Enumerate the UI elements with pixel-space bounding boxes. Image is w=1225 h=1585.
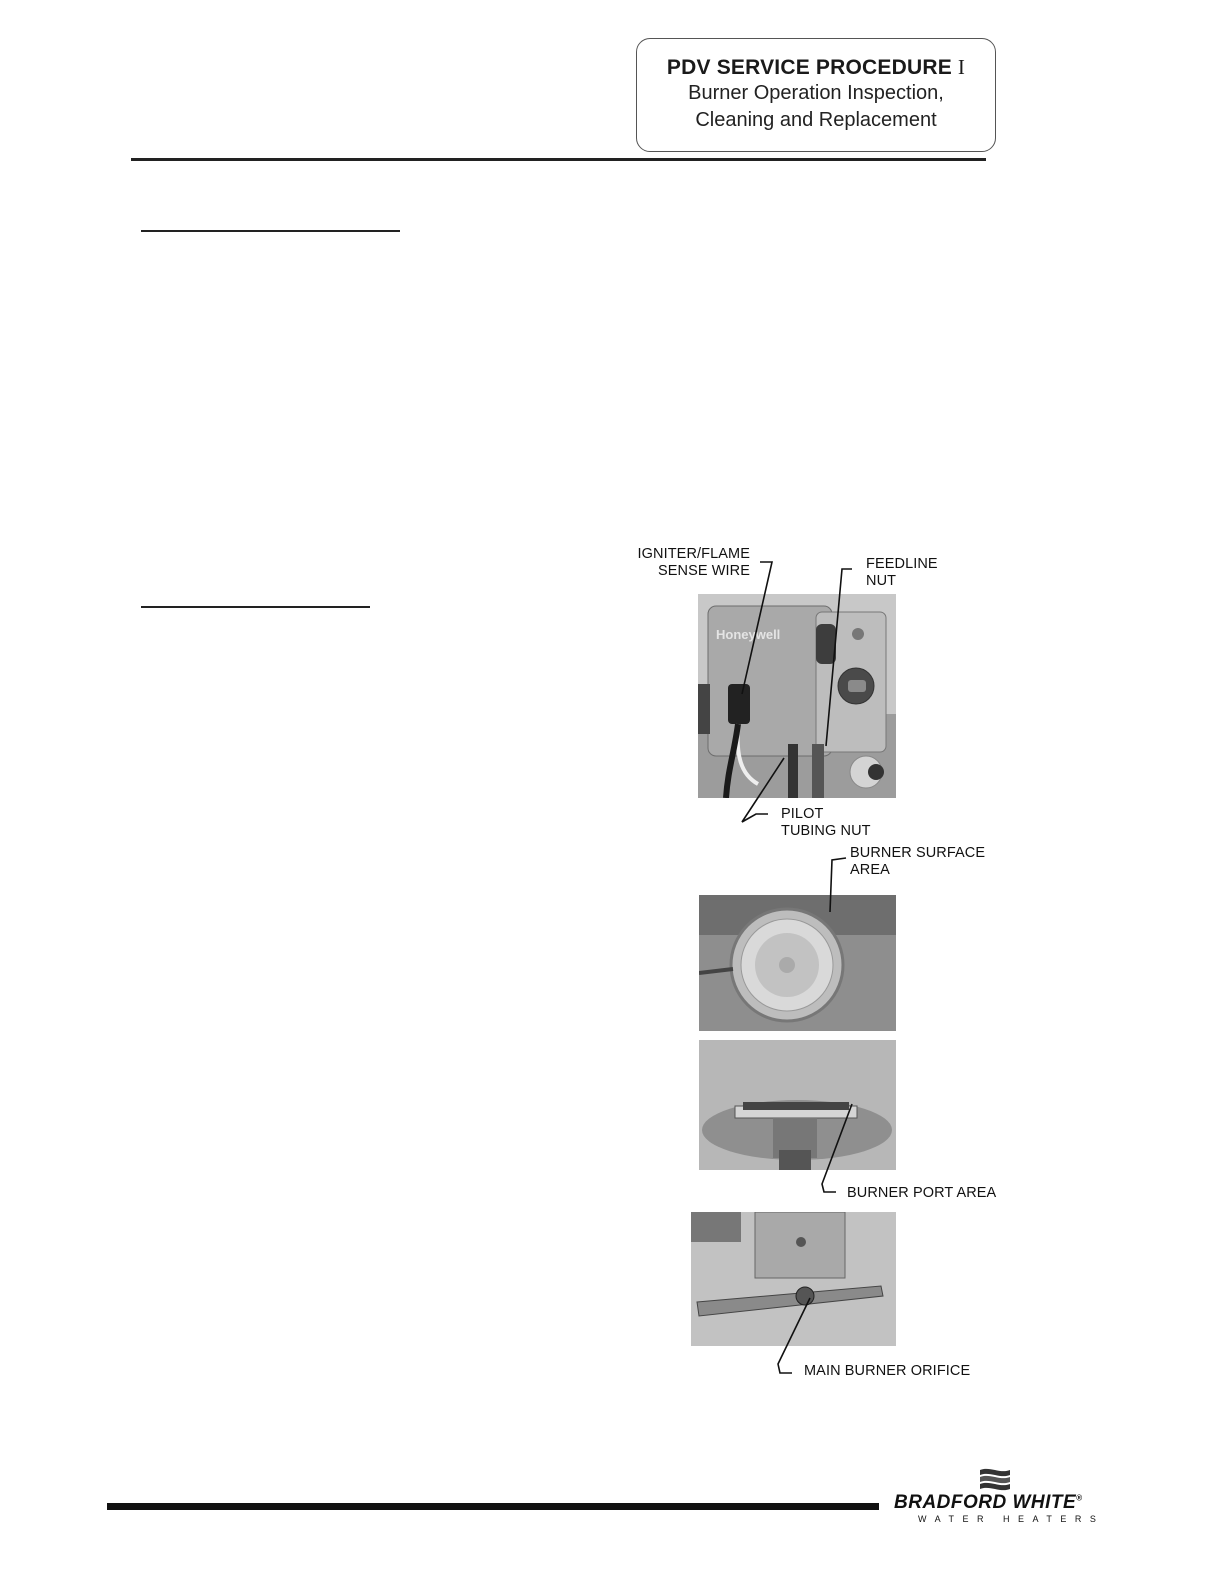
burner-surface-label bbox=[850, 845, 985, 879]
brand-tagline: WATER HEATERS bbox=[918, 1514, 1105, 1524]
pilot-tubing-label bbox=[781, 806, 871, 840]
burner-surface-label-line-1: BURNER SURFACE bbox=[850, 845, 986, 861]
igniter-label bbox=[632, 546, 750, 580]
feedline-label-line-1: FEEDLINE bbox=[866, 556, 938, 572]
footer-rule bbox=[107, 1503, 879, 1510]
brand-name bbox=[894, 1492, 1083, 1514]
feedline-label-line-2: NUT bbox=[866, 573, 897, 589]
igniter-label-line-2: SENSE WIRE bbox=[657, 563, 750, 579]
pilot-label-line-2: TUBING NUT bbox=[781, 823, 871, 839]
pilot-label-line-1: PILOT bbox=[781, 806, 824, 822]
section-numeral: I bbox=[957, 55, 966, 79]
registered-mark: ® bbox=[1076, 1493, 1083, 1503]
subtitle-line-2: Cleaning and Replacement bbox=[695, 109, 937, 131]
title-text: PDV SERVICE PROCEDURE bbox=[666, 56, 952, 79]
bradford-white-logo bbox=[890, 1466, 1105, 1530]
feedline-label bbox=[866, 556, 938, 590]
subtitle-line-1: Burner Operation Inspection, bbox=[688, 82, 944, 104]
flag-icon bbox=[976, 1466, 1016, 1492]
svg-text:Honeywell: Honeywell bbox=[716, 627, 781, 642]
igniter-label-line-1: IGNITER/FLAME bbox=[637, 546, 750, 562]
burner-surface-label-line-2: AREA bbox=[850, 862, 890, 878]
burner-port-label: BURNER PORT AREA bbox=[847, 1185, 997, 1201]
brand-text: BRADFORD WHITE bbox=[894, 1492, 1077, 1513]
main-burner-orifice-label: MAIN BURNER ORIFICE bbox=[804, 1363, 971, 1379]
